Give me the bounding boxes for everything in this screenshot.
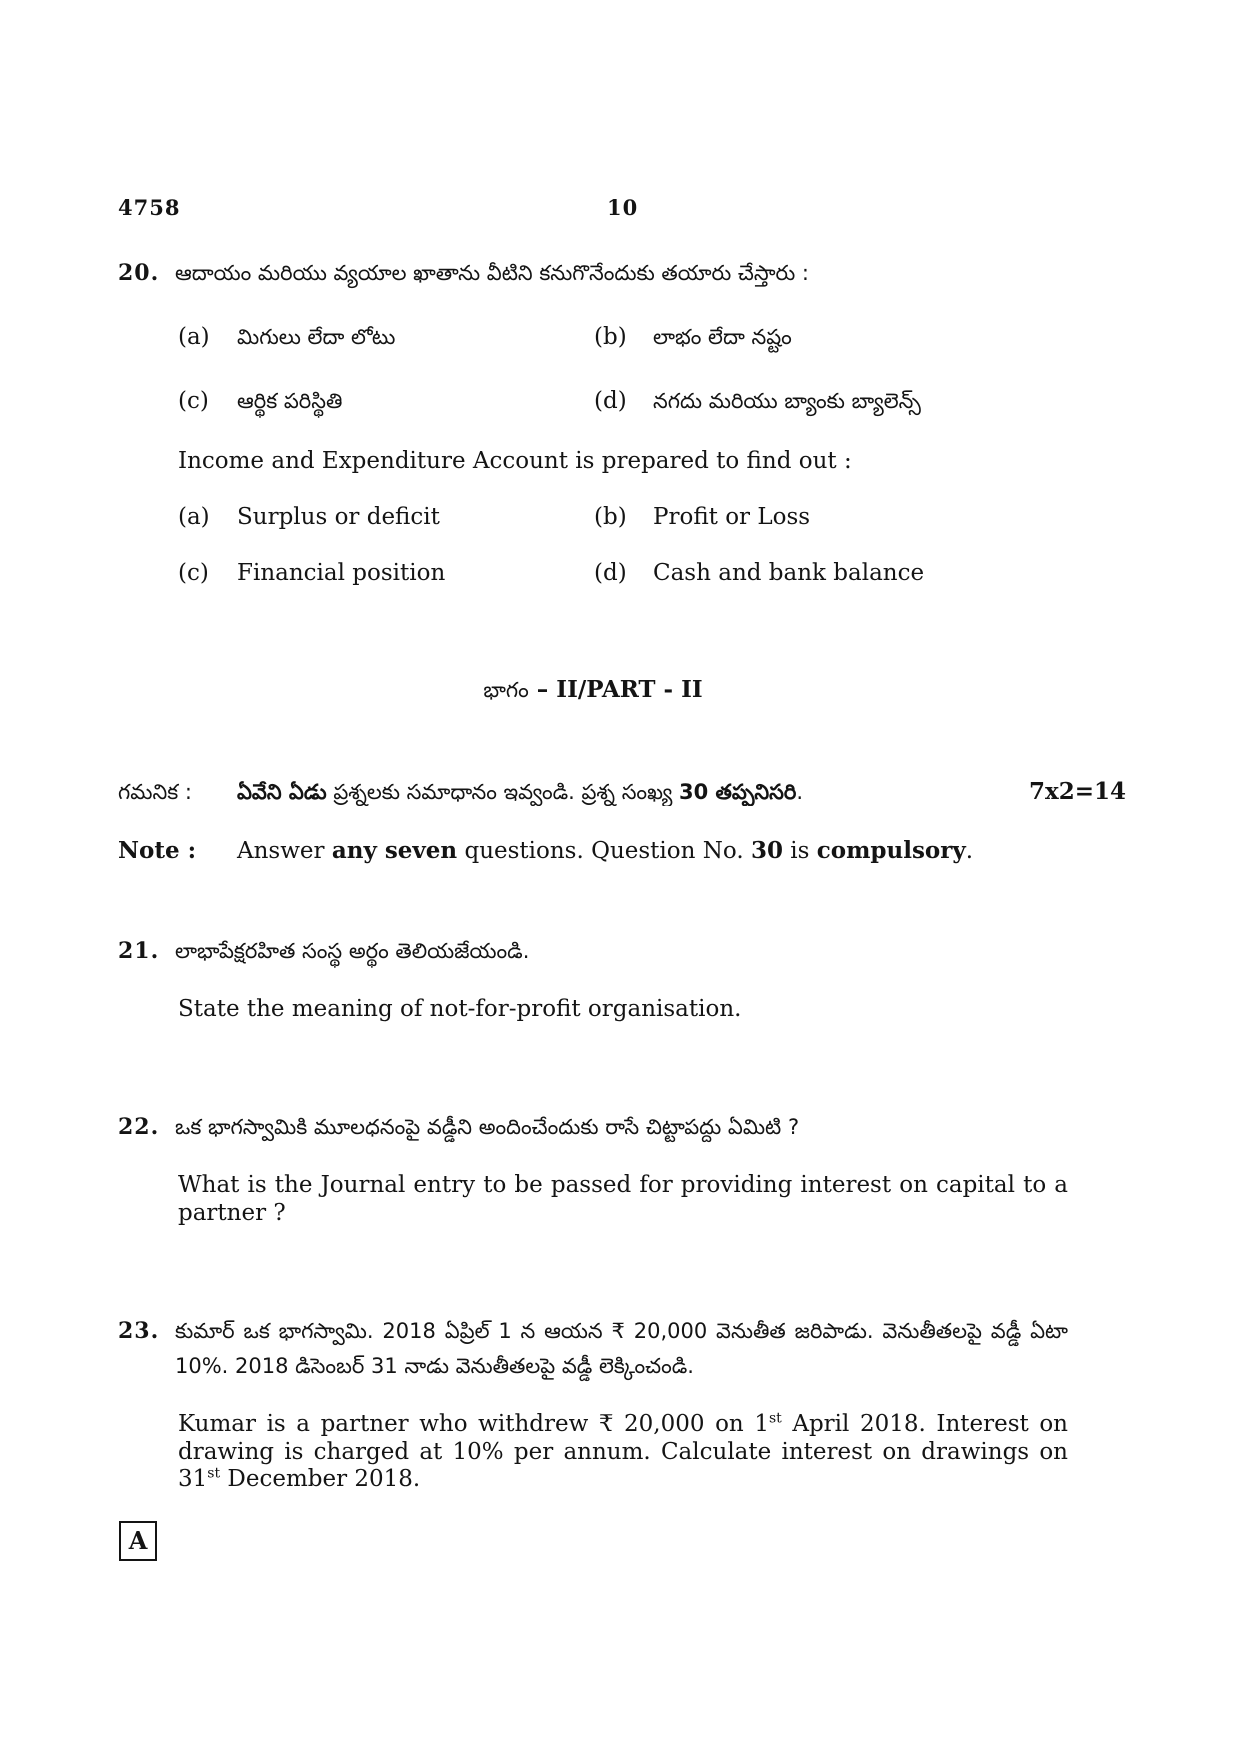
note-bold: compulsory [816,837,966,864]
option-label: (b) [594,324,627,350]
option-text: నగదు మరియు బ్యాంకు బ్యాలెన్స్ [653,389,921,413]
part-heading-english: – II/PART - II [528,676,703,703]
q20-telugu-option-c [178,387,342,415]
ordinal-suffix: st [207,1465,221,1482]
option-text: మిగులు లేదా లోటు [237,325,396,349]
option-text: Surplus or deficit [237,504,440,530]
option-label: (c) [178,388,209,414]
note-telugu-bold: ఏవేని ఏడు [237,780,327,804]
marks-allocation: 7x2=14 [1029,778,1126,805]
paper-code: 4758 [118,195,181,220]
q23-english [178,1411,1068,1494]
option-text: లాభం లేదా నష్టం [653,325,792,349]
note-segment: is [782,838,817,864]
q20-telugu-option-a [178,323,395,351]
q20-telugu-option-d [594,387,921,415]
part-heading [118,676,1068,704]
option-label: (d) [594,388,627,414]
q23-english-segment: Kumar is a partner who withdrew ₹ 20,000 on 1 [178,1411,769,1437]
note-telugu-segment: . [796,780,804,804]
option-text: Financial position [237,560,446,586]
note-english-label: Note : [118,837,197,864]
note-segment: . [965,838,974,864]
question-number-23: 23. [118,1318,160,1344]
note-telugu-text [237,778,1017,806]
q23-telugu: కుమార్ ఒక భాగస్వామి. 2018 ఏప్రిల్ 1 న ఆయన ₹ 20,000 వెనుతీత జరిపాడు. వెనుతీతలపై వడ్డీ ఏటా 10%. 2018 డిసెంబర్ 31 నాడు వెనుతీతలపై వడ్డీ లెక్కించండి. [175,1319,1068,1378]
q20-english-option-d [594,559,924,587]
option-label: (b) [594,504,627,530]
ordinal-suffix: st [768,1410,782,1427]
note-segment: Answer [237,838,332,864]
option-text: Cash and bank balance [653,560,925,586]
q20-english-stem: Income and Expenditure Account is prepared to find out : [178,448,852,474]
q20-telugu-option-b [594,323,792,351]
q20-telugu-stem: ఆదాయం మరియు వ్యయాల ఖాతాను వీటిని కనుగొనేందుకు తయారు చేస్తారు : [175,261,809,285]
option-label: (a) [178,504,210,530]
question-number-21: 21. [118,938,160,964]
note-english-text [237,837,973,865]
option-label: (c) [178,560,209,586]
q22-english: What is the Journal entry to be passed for providing interest on capital to a partner ? [178,1172,1068,1226]
page-number: 10 [607,195,639,220]
q20-english-option-c [178,559,445,587]
q21-telugu: లాభాపేక్షరహిత సంస్థ అర్థం తెలియజేయండి. [175,939,530,963]
option-text: ఆర్థిక పరిస్థితి [237,389,343,413]
note-telugu-segment: ప్రశ్నలకు సమాధానం ఇవ్వండి. ప్రశ్న సంఖ్య [326,780,679,804]
q23-english-segment: April 2018. Interest on drawing is charged at 10% per annum. Calculate interest on drawings on 31 [178,1411,1068,1492]
set-code-box: A [119,1521,157,1561]
q20-english-option-a [178,503,440,531]
question-number-20: 20. [118,260,160,286]
q23-english-segment: December 2018. [220,1466,421,1492]
q20-english-option-b [594,503,810,531]
question-number-22: 22. [118,1114,160,1140]
note-telugu-label: గమనిక : [118,780,192,804]
option-label: (a) [178,324,210,350]
part-heading-telugu: భాగం [483,678,529,702]
q21-english: State the meaning of not-for-profit organisation. [178,996,742,1022]
note-telugu-bold: 30 తప్పనిసరి [679,780,797,804]
option-text: Profit or Loss [653,504,811,530]
q22-telugu: ఒక భాగస్వామికి మూలధనంపై వడ్డీని అందించేందుకు రాసే చిట్టాపద్దు ఏమిటి ? [175,1115,800,1139]
note-segment: questions. Question No. [457,838,751,864]
note-bold: 30 [750,837,783,864]
option-label: (d) [594,560,627,586]
note-bold: any seven [331,837,458,864]
